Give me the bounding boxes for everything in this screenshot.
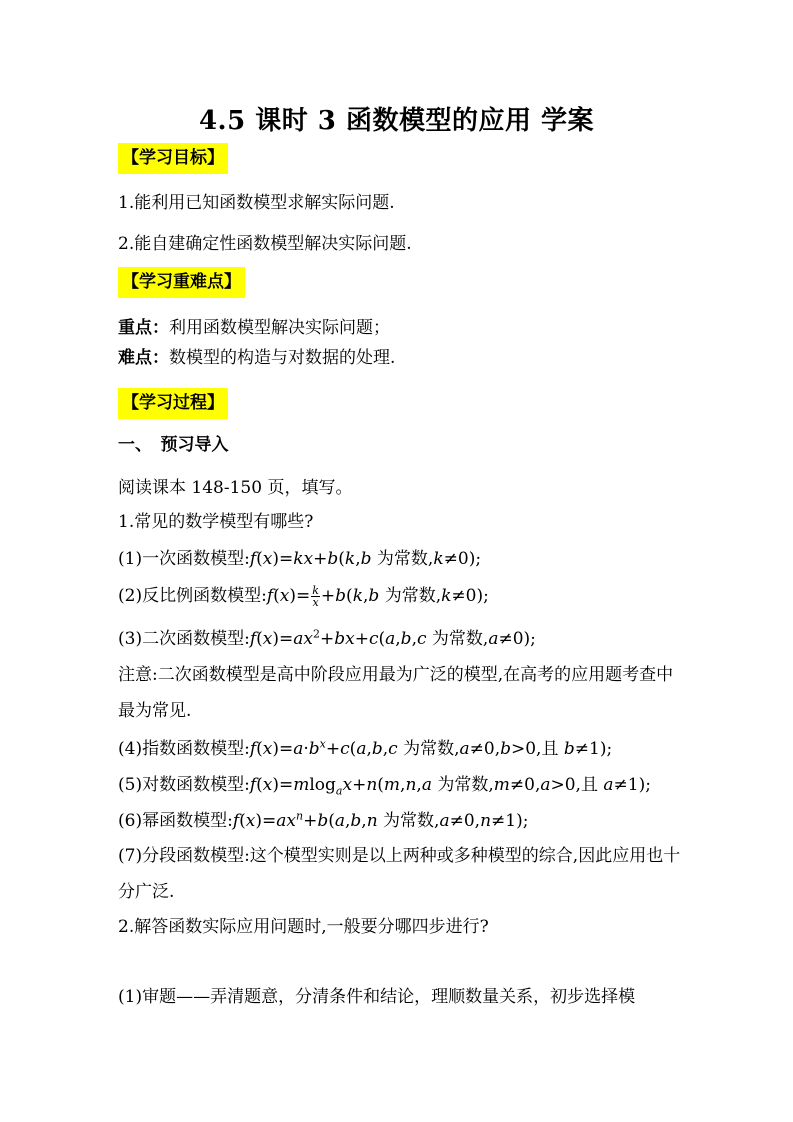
quadratic-note: 注意:二次函数模型是高中阶段应用最为广泛的模型,在高考的应用题考查中最为常见.	[118, 665, 674, 721]
reading-instruction: 阅读课本 148-150 页，填写。	[118, 478, 353, 498]
goals-heading: 【学习目标】	[118, 143, 228, 174]
model-linear: (1)一次函数模型:f(x)=kx+b(k,b 为常数,k≠0);	[118, 549, 482, 569]
part1-heading: 一、 预习导入	[118, 435, 229, 455]
model-power: (6)幂函数模型$:f(x)=ax^n+b(a,b,n$ 为常数,a≠0,n≠1);	[118, 809, 529, 831]
focus-label: 重点：	[118, 318, 169, 338]
goal-item-2: 2.能自建确定性函数模型解决实际问题.	[118, 234, 412, 254]
question-1: 1.常见的数学模型有哪些?	[118, 512, 314, 532]
page-title: 4.5 课时 3 函数模型的应用 学案	[198, 106, 595, 136]
model-piecewise: (7)分段函数模型:这个模型实则是以上两种或多种模型的综合,因此应用也十分广泛.	[118, 846, 681, 902]
model-logarithmic: (5)对数函数模型:f(x)=mlog$_a$x+n(m,n,a 为常数,m≠0,a>0,且 a≠1);	[118, 775, 651, 798]
difficulty-text: 数模型的构造与对数据的处理.	[169, 348, 396, 368]
model-quadratic: (3)二次函数模型$:f(x)=ax^2+bx+c(a,b,c$ 为常数,a≠0);	[118, 627, 536, 649]
fraction-k-over-x: $\frac{k}{x}$	[312, 584, 319, 609]
model-inverse: (2)反比例函数模型:f(x)= $\frac{k}{x}$ +b(k,b 为常数,k≠0);	[118, 584, 489, 609]
goal-item-1: 1.能利用已知函数模型求解实际问题.	[118, 193, 395, 213]
model-exponential: (4)指数函数模型$:f(x)=a\cdot b^x+c(a,b,c$ 为常数,a≠0,b>0,且 b≠1);	[118, 737, 613, 759]
focus-text: 利用函数模型解决实际问题；	[169, 318, 390, 338]
question-2: 2.解答函数实际应用问题时,一般要分哪四步进行?	[118, 917, 489, 937]
focus-line	[118, 315, 688, 341]
process-heading: 【学习过程】	[118, 388, 228, 419]
keypoints-heading: 【学习重难点】	[118, 267, 245, 298]
difficulty-label: 难点：	[118, 348, 169, 368]
difficulty-line	[118, 345, 688, 371]
step-1: (1)审题——弄清题意，分清条件和结论，理顺数量关系，初步选择模	[118, 987, 636, 1007]
